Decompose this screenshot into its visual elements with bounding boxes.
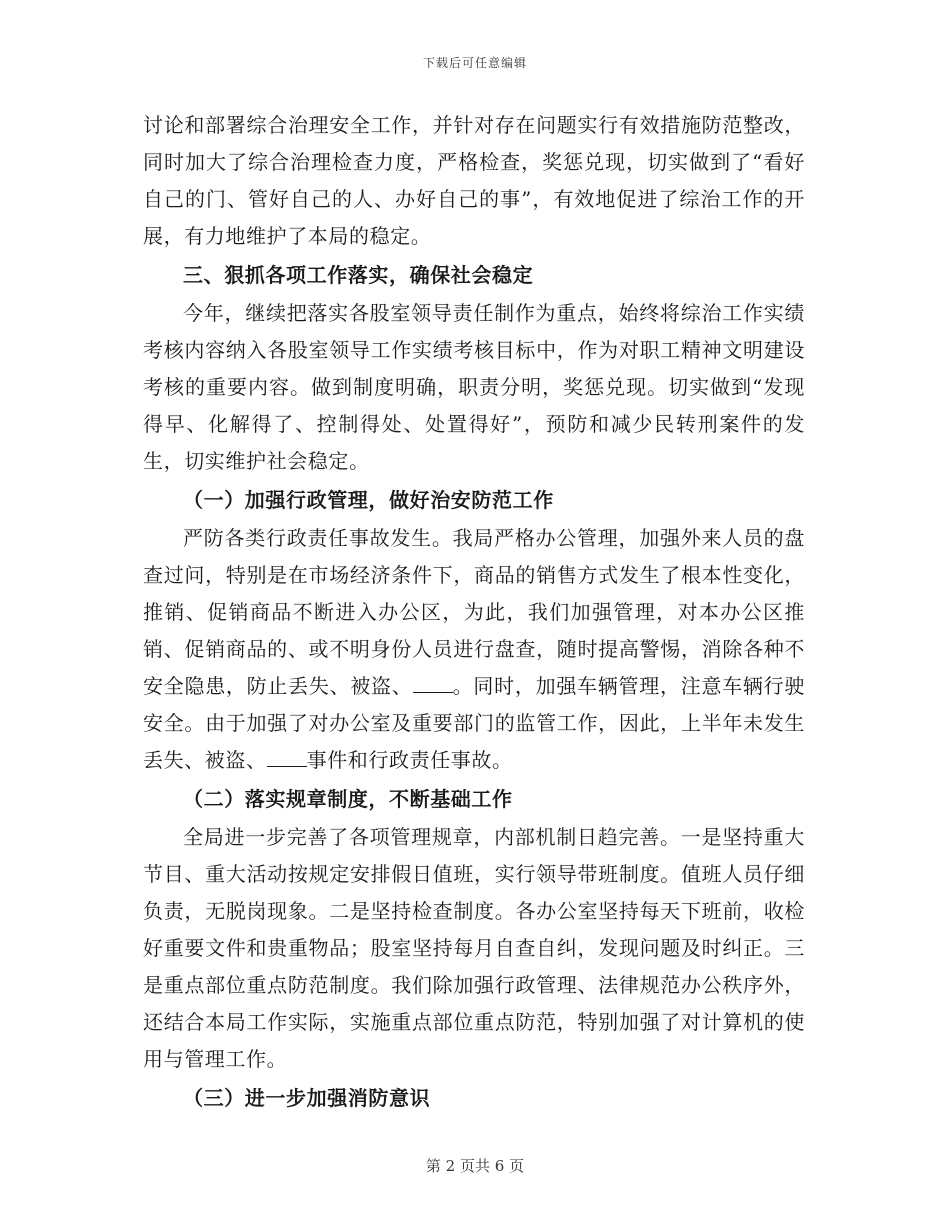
paragraph-admin-management-part-c: 事件和行政责任事故。	[306, 748, 513, 772]
document-body	[143, 107, 805, 1118]
page-header-note: 下载后可任意编辑	[422, 56, 527, 70]
subsection-heading-3: （三）进一步加强消防意识	[183, 1086, 431, 1110]
subsection-heading-2: （二）落实规章制度，不断基础工作	[183, 787, 513, 811]
blank-line	[267, 750, 307, 767]
section-heading-3: 三、狠抓各项工作落实，确保社会稳定	[183, 263, 534, 287]
paragraph-admin-management-part-a: 严防各类行政责任事故发生。我局严格办公管理，加强外来人员的盘查过问，特别是在市场经济条件下，商品的销售方式发生了根本性变化，推销、促销商品不断进入办公区，为此，我们加强管理，对本办公区推销、促销商品的、或不明身份人员进行盘查，随时提高警惕，消除各种不安全隐患，防止丢失、被盗、	[143, 526, 805, 698]
blank-line	[413, 676, 453, 693]
paragraph-admin-management-part-b: 。同时，加强车辆管理，注意车辆行驶安全。由于加强了对办公室及重要部门的监管工作，因此，上半年未发生丢失、被盗、	[143, 674, 805, 772]
paragraph-admin-management	[143, 520, 805, 779]
paragraph-section-3-intro: 今年，继续把落实各股室领导责任制作为重点，始终将综治工作实绩考核内容纳入各股室领导工作实绩考核目标中，作为对职工精神文明建设考核的重要内容。做到制度明确，职责分明，奖惩兑现。切实做到“发现得早、化解得了、控制得处、处置得好”，预防和减少民转刑案件的发生，切实维护社会稳定。	[143, 301, 805, 473]
page-number-footer: 第 2 页共 6 页	[425, 1157, 525, 1175]
paragraph-continuation: 讨论和部署综合治理安全工作，并针对存在问题实行有效措施防范整改，同时加大了综合治理检查力度，严格检查，奖惩兑现，切实做到了“看好自己的门、管好自己的人、办好自己的事”，有效地促进了综治工作的开展，有力地维护了本局的稳定。	[143, 113, 805, 248]
subsection-heading-1: （一）加强行政管理，做好治安防范工作	[183, 488, 554, 512]
paragraph-rules-system: 全局进一步完善了各项管理规章，内部机制日趋完善。一是坚持重大节目、重大活动按规定安排假日值班，实行领导带班制度。值班人员仔细负责，无脱岗现象。二是坚持检查制度。各办公室坚持每天下班前，收检好重要文件和贵重物品；股室坚持每月自查自纠，发现问题及时纠正。三是重点部位重点防范制度。我们除加强行政管理、法律规范办公秩序外，还结合本局工作实际，实施重点部位重点防范，特别加强了对计算机的使用与管理工作。	[143, 825, 805, 1071]
